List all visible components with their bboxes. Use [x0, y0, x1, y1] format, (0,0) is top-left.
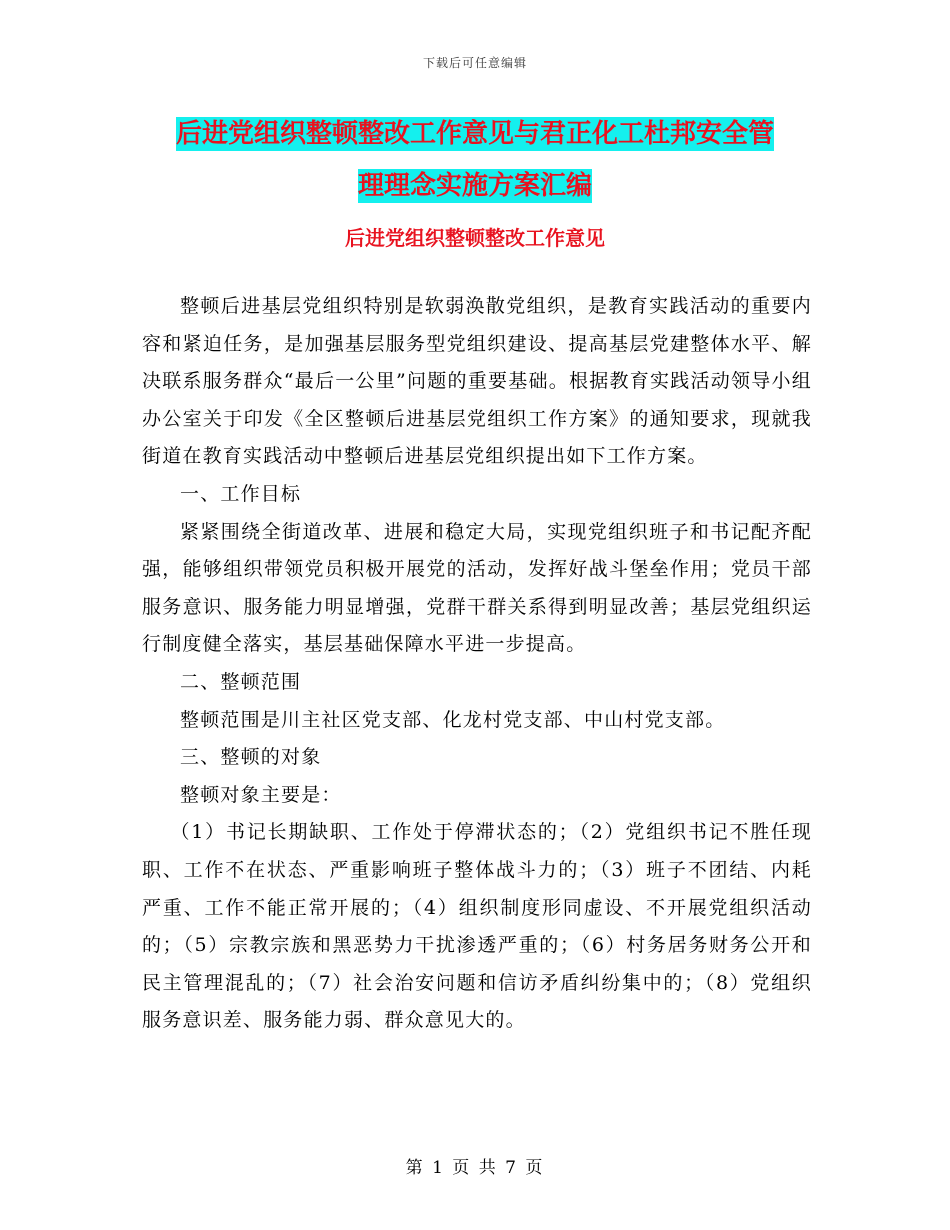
header-note: 下载后可任意编辑 [422, 56, 527, 70]
heading-work-goal: 一、工作目标 [180, 482, 302, 505]
scope-paragraph: 整顿范围是川主社区党支部、化龙村党支部、中山村党支部。 [180, 708, 726, 731]
document-body [142, 288, 812, 1040]
targets-list-paragraph: （1）书记长期缺职、工作处于停滞状态的；（2）党组织书记不胜任现职、工作不在状态、严重影响班子整体战斗力的；（3）班子不团结、内耗严重、工作不能正常开展的；（4）组织制度形同虚设、不开展党组织活动的；（5）宗教宗族和黑恶势力干扰渗透严重的；（6）村务居务财务公开和民主管理混乱的；（7）社会治安问题和信访矛盾纠纷集中的；（8）党组织服务意识差、服务能力弱、群众意见大的。 [142, 821, 812, 1032]
title-line-2: 理理念实施方案汇编 [357, 171, 592, 201]
targets-intro: 整顿对象主要是： [180, 783, 342, 806]
section-title: 后进党组织整顿整改工作意见 [345, 226, 605, 250]
title-line-1: 后进党组织整顿整改工作意见与君正化工杜邦安全管 [175, 119, 774, 149]
page-footer: 第 1 页 共 7 页 [405, 1158, 545, 1178]
intro-paragraph: 整顿后进基层党组织特别是软弱涣散党组织，是教育实践活动的重要内容和紧迫任务，是加强基层服务型党组织建设、提高基层党建整体水平、解决联系服务群众“最后一公里”问题的重要基础。根据教育实践活动领导小组办公室关于印发《全区整顿后进基层党组织工作方案》的通知要求，现就我街道在教育实践活动中整顿后进基层党组织提出如下工作方案。 [142, 295, 812, 468]
heading-scope: 二、整顿范围 [180, 670, 302, 693]
document-title [140, 108, 810, 212]
heading-targets: 三、整顿的对象 [180, 746, 322, 769]
goal-paragraph: 紧紧围绕全街道改革、进展和稳定大局，实现党组织班子和书记配齐配强，能够组织带领党员积极开展党的活动，发挥好战斗堡垒作用；党员干部服务意识、服务能力明显增强，党群干群关系得到明显改善；基层党组织运行制度健全落实，基层基础保障水平进一步提高。 [142, 520, 812, 656]
